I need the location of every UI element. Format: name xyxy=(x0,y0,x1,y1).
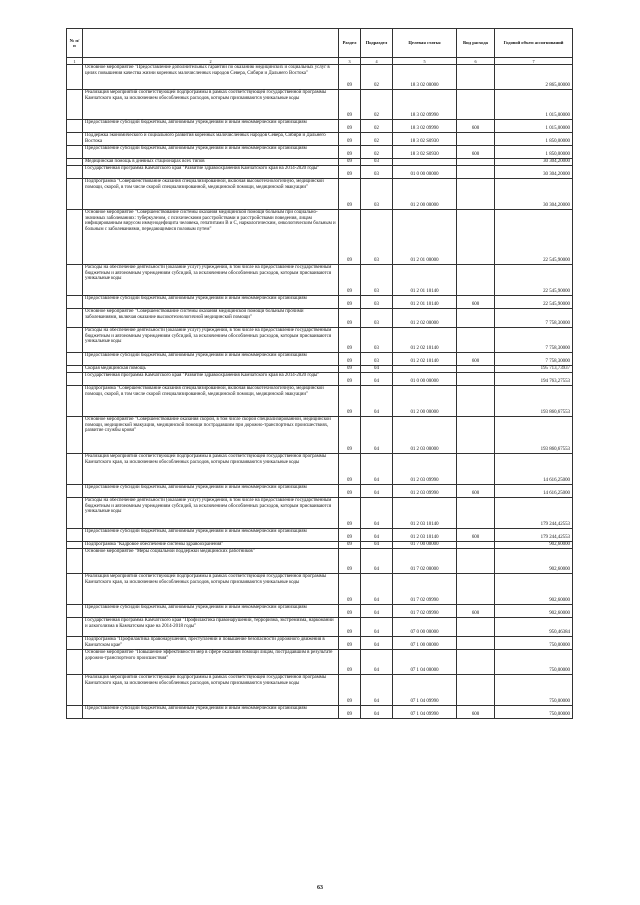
row-podrazdel-cell: 04 xyxy=(361,549,393,574)
row-amount-cell: 193 860,67553 xyxy=(495,386,573,417)
row-num-cell xyxy=(67,328,83,353)
table-row xyxy=(67,65,573,90)
row-name-cell: Расходы на обеспечение деятельности (оказание услуг) учреждений, в том числе на предоставление государственным бюджетным и автономным учреждениям субсидий, за исключением обособленных расходов, которым присваиваются уникальные коды xyxy=(83,328,339,353)
row-statya-cell: 07 1 00 00000 xyxy=(393,637,457,650)
header-name xyxy=(83,29,339,58)
table-row xyxy=(67,328,573,353)
row-amount-cell: 30 304,20000 xyxy=(495,159,573,166)
row-amount-cell: 750,00000 xyxy=(495,706,573,719)
row-statya-cell: 18 3 02 00000 xyxy=(393,65,457,90)
header-podrazdel: Подраздел xyxy=(361,29,393,58)
row-name-cell: Реализация мероприятий соответствующей подпрограммы в рамках соответствующей государственной программы Камчатского края, за исключением обособленных расходов, которым присваиваются уникальные коды xyxy=(83,90,339,120)
column-number: 3 xyxy=(339,58,361,65)
column-number: 6 xyxy=(457,58,495,65)
column-number: 5 xyxy=(393,58,457,65)
row-vid-cell xyxy=(457,265,495,296)
row-podrazdel-cell: 04 xyxy=(361,373,393,386)
row-name-cell: Реализация мероприятий соответствующей подпрограммы в рамках соответствующей государственной программы Камчатского края, за исключением обособленных расходов, которым присваиваются уникальные коды xyxy=(83,675,339,706)
row-num-cell xyxy=(67,120,83,133)
column-number: 4 xyxy=(361,58,393,65)
row-num-cell xyxy=(67,265,83,296)
row-razdel-cell: 09 xyxy=(339,675,361,706)
row-num-cell xyxy=(67,454,83,485)
row-razdel-cell: 09 xyxy=(339,549,361,574)
row-num-cell xyxy=(67,353,83,366)
row-amount-cell: 902,60000 xyxy=(495,574,573,605)
row-razdel-cell: 09 xyxy=(339,373,361,386)
row-razdel-cell: 09 xyxy=(339,159,361,166)
table-row xyxy=(67,454,573,485)
row-amount-cell: 7 758,30000 xyxy=(495,353,573,366)
row-amount-cell: 22 545,90000 xyxy=(495,265,573,296)
row-amount-cell: 1 850,00000 xyxy=(495,133,573,146)
row-podrazdel-cell: 04 xyxy=(361,417,393,454)
row-statya-cell: 01 0 00 00000 xyxy=(393,166,457,179)
row-podrazdel-cell: 02 xyxy=(361,146,393,159)
row-podrazdel-cell: 03 xyxy=(361,159,393,166)
row-razdel-cell: 09 xyxy=(339,65,361,90)
row-num-cell xyxy=(67,166,83,179)
row-razdel-cell: 09 xyxy=(339,179,361,210)
row-num-cell xyxy=(67,618,83,637)
row-amount-cell: 750,00000 xyxy=(495,650,573,675)
row-podrazdel-cell: 03 xyxy=(361,166,393,179)
row-statya-cell: 01 2 03 10140 xyxy=(393,529,457,542)
row-razdel-cell: 09 xyxy=(339,706,361,719)
table-row xyxy=(67,529,573,542)
row-name-cell: Реализация мероприятий соответствующей подпрограммы в рамках соответствующей государственной программы Камчатского края, за исключением обособленных расходов, которым присваиваются уникальные коды xyxy=(83,454,339,485)
table-row xyxy=(67,574,573,605)
budget-sheet xyxy=(66,28,572,719)
row-name-cell: Подпрограмма "Кадровое обеспечение системы здравоохранения" xyxy=(83,542,339,549)
row-podrazdel-cell: 04 xyxy=(361,706,393,719)
row-vid-cell: 600 xyxy=(457,146,495,159)
row-amount-cell: 1 015,00000 xyxy=(495,90,573,120)
row-amount-cell: 902,60000 xyxy=(495,549,573,574)
row-name-cell: Предоставление субсидий бюджетным, автономным учреждениям и иным некоммерческим организациям xyxy=(83,353,339,366)
row-podrazdel-cell: 02 xyxy=(361,133,393,146)
row-statya-cell: 07 0 00 00000 xyxy=(393,618,457,637)
row-podrazdel-cell: 03 xyxy=(361,265,393,296)
row-amount-cell: 7 758,30000 xyxy=(495,309,573,328)
row-name-cell: Государственная программа Камчатского края "Развитие здравоохранения Камчатского края на 2014-2020 годы" xyxy=(83,373,339,386)
row-num-cell xyxy=(67,366,83,373)
row-vid-cell xyxy=(457,366,495,373)
row-podrazdel-cell: 03 xyxy=(361,328,393,353)
row-num-cell xyxy=(67,296,83,309)
row-name-cell: Подпрограмма "Совершенствование оказания специализированной, включая высокотехнологичную, медицинской помощи, скорой, в том числе скорой специализированной, медицинской помощи, медицинской эвакуации" xyxy=(83,386,339,417)
table-row xyxy=(67,309,573,328)
row-podrazdel-cell: 03 xyxy=(361,296,393,309)
row-podrazdel-cell: 04 xyxy=(361,366,393,373)
row-name-cell: Предоставление субсидий бюджетным, автономным учреждениям и иным некоммерческим организациям xyxy=(83,605,339,618)
row-vid-cell xyxy=(457,498,495,529)
table-row xyxy=(67,542,573,549)
row-razdel-cell: 09 xyxy=(339,386,361,417)
row-vid-cell xyxy=(457,386,495,417)
row-statya-cell: 18 3 02 09990 xyxy=(393,120,457,133)
table-row xyxy=(67,498,573,529)
row-statya-cell: 01 2 03 09990 xyxy=(393,454,457,485)
table-row xyxy=(67,549,573,574)
row-amount-cell: 2 865,00000 xyxy=(495,65,573,90)
row-vid-cell: 600 xyxy=(457,120,495,133)
row-podrazdel-cell: 03 xyxy=(361,309,393,328)
row-statya-cell: 07 1 04 00000 xyxy=(393,650,457,675)
row-razdel-cell: 09 xyxy=(339,650,361,675)
row-num-cell xyxy=(67,133,83,146)
row-num-cell xyxy=(67,542,83,549)
row-podrazdel-cell: 04 xyxy=(361,637,393,650)
row-razdel-cell: 09 xyxy=(339,120,361,133)
row-statya-cell: 07 1 04 09990 xyxy=(393,706,457,719)
row-statya-cell: 01 2 01 10140 xyxy=(393,265,457,296)
row-vid-cell xyxy=(457,549,495,574)
row-amount-cell: 194 763,27553 xyxy=(495,373,573,386)
row-vid-cell xyxy=(457,309,495,328)
row-name-cell: Основное мероприятие "Меры социальной поддержки медицинских работников" xyxy=(83,549,339,574)
row-vid-cell xyxy=(457,542,495,549)
row-razdel-cell: 09 xyxy=(339,637,361,650)
row-razdel-cell: 09 xyxy=(339,542,361,549)
row-statya-cell: 01 2 00 00000 xyxy=(393,386,457,417)
row-statya-cell: 07 1 04 09990 xyxy=(393,675,457,706)
row-num-cell xyxy=(67,373,83,386)
row-name-cell: Государственная программа Камчатского края "Развитие здравоохранения Камчатского края на 2014-2020 годы" xyxy=(83,166,339,179)
row-vid-cell xyxy=(457,179,495,210)
row-razdel-cell: 09 xyxy=(339,485,361,498)
row-statya-cell: 01 2 00 00000 xyxy=(393,179,457,210)
row-podrazdel-cell: 04 xyxy=(361,574,393,605)
row-amount-cell: 950,46384 xyxy=(495,618,573,637)
row-amount-cell: 750,00000 xyxy=(495,637,573,650)
row-razdel-cell: 09 xyxy=(339,417,361,454)
row-num-cell xyxy=(67,159,83,166)
row-num-cell xyxy=(67,179,83,210)
row-vid-cell: 600 xyxy=(457,485,495,498)
row-statya-cell: 18 3 02 09990 xyxy=(393,90,457,120)
row-name-cell: Основное мероприятие "Совершенствование системы оказания медицинской помощи больным при социально-значимых заболеваниях: туберкулезом, с психическими расстройствами и расстройствами поведения, лицам инфицированным вирусом иммунодефицита человека, гепатитами В и С, наркологическим, онкологическим больным и больным с заболеваниями, передающимися половым путем" xyxy=(83,210,339,265)
row-vid-cell: 600 xyxy=(457,296,495,309)
row-statya-cell: 01 7 02 00000 xyxy=(393,549,457,574)
row-vid-cell xyxy=(457,675,495,706)
table-row xyxy=(67,296,573,309)
row-amount-cell: 14 616,25000 xyxy=(495,454,573,485)
row-name-cell: Медицинская помощь в дневных стационарах всех типов xyxy=(83,159,339,166)
row-num-cell xyxy=(67,90,83,120)
row-statya-cell: 01 2 03 09990 xyxy=(393,485,457,498)
row-vid-cell: 600 xyxy=(457,706,495,719)
column-number-row xyxy=(67,58,573,65)
row-vid-cell xyxy=(457,159,495,166)
row-statya-cell: 01 0 00 00000 xyxy=(393,373,457,386)
row-amount-cell: 7 758,30000 xyxy=(495,328,573,353)
table-row xyxy=(67,120,573,133)
row-name-cell: Предоставление субсидий бюджетным, автономным учреждениям и иным некоммерческим организациям xyxy=(83,529,339,542)
row-name-cell: Основное мероприятие "Совершенствование системы оказания медицинской помощи больным прочими заболеваниями, включая оказание высокотехнологичной медицинской помощи" xyxy=(83,309,339,328)
row-statya-cell: 18 3 02 S0930 xyxy=(393,133,457,146)
table-row xyxy=(67,179,573,210)
header-amount: Годовой объем ассигнований xyxy=(495,29,573,58)
table-row xyxy=(67,675,573,706)
header-statya: Целевая статья xyxy=(393,29,457,58)
row-podrazdel-cell: 04 xyxy=(361,485,393,498)
row-podrazdel-cell: 04 xyxy=(361,618,393,637)
row-amount-cell: 30 304,20000 xyxy=(495,166,573,179)
table-row xyxy=(67,265,573,296)
row-statya-cell: 01 2 02 00000 xyxy=(393,309,457,328)
column-number: 1 xyxy=(67,58,83,65)
row-amount-cell: 179 244,42553 xyxy=(495,498,573,529)
row-vid-cell: 600 xyxy=(457,605,495,618)
row-num-cell xyxy=(67,637,83,650)
row-vid-cell xyxy=(457,650,495,675)
row-name-cell: Основное мероприятие "Повышение эффективности мер в сфере оказания помощи лицам, пострадавшим в результате дорожно-транспортного происшествия" xyxy=(83,650,339,675)
table-row xyxy=(67,133,573,146)
row-podrazdel-cell: 02 xyxy=(361,65,393,90)
row-razdel-cell: 09 xyxy=(339,498,361,529)
row-podrazdel-cell: 03 xyxy=(361,210,393,265)
row-name-cell: Предоставление субсидий бюджетным, автономным учреждениям и иным некоммерческим организациям xyxy=(83,120,339,133)
row-razdel-cell: 09 xyxy=(339,90,361,120)
row-statya-cell xyxy=(393,159,457,166)
table-row xyxy=(67,90,573,120)
row-num-cell xyxy=(67,146,83,159)
row-vid-cell xyxy=(457,166,495,179)
table-row xyxy=(67,386,573,417)
row-name-cell: Предоставление субсидий бюджетным, автономным учреждениям и иным некоммерческим организациям xyxy=(83,706,339,719)
row-statya-cell: 01 7 02 09990 xyxy=(393,574,457,605)
row-amount-cell: 902,60000 xyxy=(495,605,573,618)
row-razdel-cell: 09 xyxy=(339,618,361,637)
row-podrazdel-cell: 04 xyxy=(361,650,393,675)
row-razdel-cell: 09 xyxy=(339,309,361,328)
row-razdel-cell: 09 xyxy=(339,328,361,353)
row-razdel-cell: 09 xyxy=(339,574,361,605)
row-podrazdel-cell: 02 xyxy=(361,120,393,133)
row-vid-cell xyxy=(457,65,495,90)
row-vid-cell xyxy=(457,637,495,650)
page-number: 63 xyxy=(317,885,323,891)
row-statya-cell: 01 2 01 10140 xyxy=(393,296,457,309)
row-razdel-cell: 09 xyxy=(339,210,361,265)
column-number: 2 xyxy=(83,58,339,65)
row-name-cell: Основное мероприятие "Предоставление дополнительных гарантий по оказанию медицинских и социальных услуг в целях повышения качества жизни коренных малочисленных народов Севера, Сибири и Дальнего Востока" xyxy=(83,65,339,90)
table-row xyxy=(67,159,573,166)
row-razdel-cell: 09 xyxy=(339,605,361,618)
table-row xyxy=(67,485,573,498)
row-name-cell: Государственная программа Камчатского края "Профилактика правонарушений, терроризма, экстремизма, наркомании и алкоголизма в Камчатском крае на 2014-2018 годы" xyxy=(83,618,339,637)
row-amount-cell: 1 850,00000 xyxy=(495,146,573,159)
header-num: № п/п xyxy=(67,29,83,58)
row-name-cell: Подпрограмма "Совершенствование оказания специализированной, включая высокотехнологичную, медицинской помощи, скорой, в том числе скорой специализированной, медицинской помощи, медицинской эвакуации" xyxy=(83,179,339,210)
table-row xyxy=(67,166,573,179)
row-statya-cell: 01 2 02 10140 xyxy=(393,328,457,353)
row-num-cell xyxy=(67,529,83,542)
row-razdel-cell: 09 xyxy=(339,166,361,179)
header-vid: Вид расхода xyxy=(457,29,495,58)
row-statya-cell: 18 3 02 S0930 xyxy=(393,146,457,159)
row-num-cell xyxy=(67,417,83,454)
table-row xyxy=(67,618,573,637)
row-num-cell xyxy=(67,675,83,706)
row-name-cell: Предоставление субсидий бюджетным, автономным учреждениям и иным некоммерческим организациям xyxy=(83,146,339,159)
budget-table xyxy=(66,28,573,719)
row-vid-cell xyxy=(457,133,495,146)
row-podrazdel-cell: 02 xyxy=(361,90,393,120)
row-statya-cell: 01 2 03 00000 xyxy=(393,417,457,454)
row-amount-cell: 22 545,90000 xyxy=(495,210,573,265)
row-razdel-cell: 09 xyxy=(339,454,361,485)
row-num-cell xyxy=(67,309,83,328)
table-row xyxy=(67,637,573,650)
row-name-cell: Скорая медицинская помощь xyxy=(83,366,339,373)
row-razdel-cell: 09 xyxy=(339,529,361,542)
row-amount-cell: 195 713,73937 xyxy=(495,366,573,373)
row-statya-cell: 01 2 01 00000 xyxy=(393,210,457,265)
row-vid-cell xyxy=(457,618,495,637)
row-razdel-cell: 09 xyxy=(339,296,361,309)
row-podrazdel-cell: 04 xyxy=(361,529,393,542)
row-statya-cell: 01 7 02 09990 xyxy=(393,605,457,618)
table-row xyxy=(67,353,573,366)
row-razdel-cell: 09 xyxy=(339,146,361,159)
table-row xyxy=(67,146,573,159)
row-name-cell: Расходы на обеспечение деятельности (оказание услуг) учреждений, в том числе на предоставление государственным бюджетным и автономным учреждениям субсидий, за исключением обособленных расходов, которым присваиваются уникальные коды xyxy=(83,265,339,296)
row-name-cell: Предоставление субсидий бюджетным, автономным учреждениям и иным некоммерческим организациям xyxy=(83,485,339,498)
row-amount-cell: 30 304,20000 xyxy=(495,179,573,210)
row-amount-cell: 179 244,42553 xyxy=(495,529,573,542)
row-razdel-cell: 09 xyxy=(339,366,361,373)
row-amount-cell: 902,60000 xyxy=(495,542,573,549)
row-num-cell xyxy=(67,498,83,529)
row-num-cell xyxy=(67,386,83,417)
row-name-cell: Реализация мероприятий соответствующей подпрограммы в рамках соответствующей государственной программы Камчатского края, за исключением обособленных расходов, которым присваиваются уникальные коды xyxy=(83,574,339,605)
row-name-cell: Основное мероприятие "Совершенствование оказания скорой, в том числе скорой специализированной, медицинской помощи, медицинской эвакуации, медицинской помощи пострадавшим при дорожно-транспортных происшествиях, развитие службы крови" xyxy=(83,417,339,454)
row-razdel-cell: 09 xyxy=(339,353,361,366)
row-num-cell xyxy=(67,605,83,618)
row-name-cell: Поддержка экономического и социального развития коренных малочисленных народов Севера, Сибири и Дальнего Востока xyxy=(83,133,339,146)
row-amount-cell: 22 545,90000 xyxy=(495,296,573,309)
table-row xyxy=(67,650,573,675)
row-podrazdel-cell: 04 xyxy=(361,386,393,417)
row-name-cell: Предоставление субсидий бюджетным, автономным учреждениям и иным некоммерческим организациям xyxy=(83,296,339,309)
table-row xyxy=(67,605,573,618)
row-vid-cell xyxy=(457,210,495,265)
row-statya-cell: 01 2 02 10140 xyxy=(393,353,457,366)
row-statya-cell: 01 2 03 10140 xyxy=(393,498,457,529)
row-podrazdel-cell: 04 xyxy=(361,605,393,618)
table-row xyxy=(67,417,573,454)
row-num-cell xyxy=(67,549,83,574)
row-num-cell xyxy=(67,574,83,605)
row-podrazdel-cell: 04 xyxy=(361,454,393,485)
table-body xyxy=(67,65,573,719)
row-vid-cell: 600 xyxy=(457,529,495,542)
table-row xyxy=(67,373,573,386)
row-name-cell: Подпрограмма "Профилактика правонарушений, преступлений и повышение безопасности дорожного движения в Камчатском крае" xyxy=(83,637,339,650)
table-header xyxy=(67,29,573,65)
row-vid-cell: 600 xyxy=(457,353,495,366)
table-row xyxy=(67,210,573,265)
row-podrazdel-cell: 04 xyxy=(361,542,393,549)
row-name-cell: Расходы на обеспечение деятельности (оказание услуг) учреждений, в том числе на предоставление государственным бюджетным и автономным учреждениям субсидий, за исключением обособленных расходов, которым присваиваются уникальные коды xyxy=(83,498,339,529)
row-vid-cell xyxy=(457,328,495,353)
row-podrazdel-cell: 04 xyxy=(361,498,393,529)
row-vid-cell xyxy=(457,373,495,386)
row-statya-cell xyxy=(393,366,457,373)
column-number: 7 xyxy=(495,58,573,65)
row-amount-cell: 193 860,67553 xyxy=(495,417,573,454)
row-num-cell xyxy=(67,65,83,90)
row-podrazdel-cell: 03 xyxy=(361,353,393,366)
row-num-cell xyxy=(67,485,83,498)
table-row xyxy=(67,366,573,373)
row-razdel-cell: 09 xyxy=(339,265,361,296)
row-amount-cell: 750,00000 xyxy=(495,675,573,706)
row-vid-cell xyxy=(457,90,495,120)
row-amount-cell: 1 015,00000 xyxy=(495,120,573,133)
row-vid-cell xyxy=(457,454,495,485)
row-num-cell xyxy=(67,210,83,265)
row-podrazdel-cell: 03 xyxy=(361,179,393,210)
row-num-cell xyxy=(67,650,83,675)
row-num-cell xyxy=(67,706,83,719)
row-vid-cell xyxy=(457,417,495,454)
header-razdel: Раздел xyxy=(339,29,361,58)
row-vid-cell xyxy=(457,574,495,605)
row-amount-cell: 14 616,25000 xyxy=(495,485,573,498)
row-statya-cell: 01 7 00 00000 xyxy=(393,542,457,549)
table-row xyxy=(67,706,573,719)
row-razdel-cell: 09 xyxy=(339,133,361,146)
row-podrazdel-cell: 04 xyxy=(361,675,393,706)
